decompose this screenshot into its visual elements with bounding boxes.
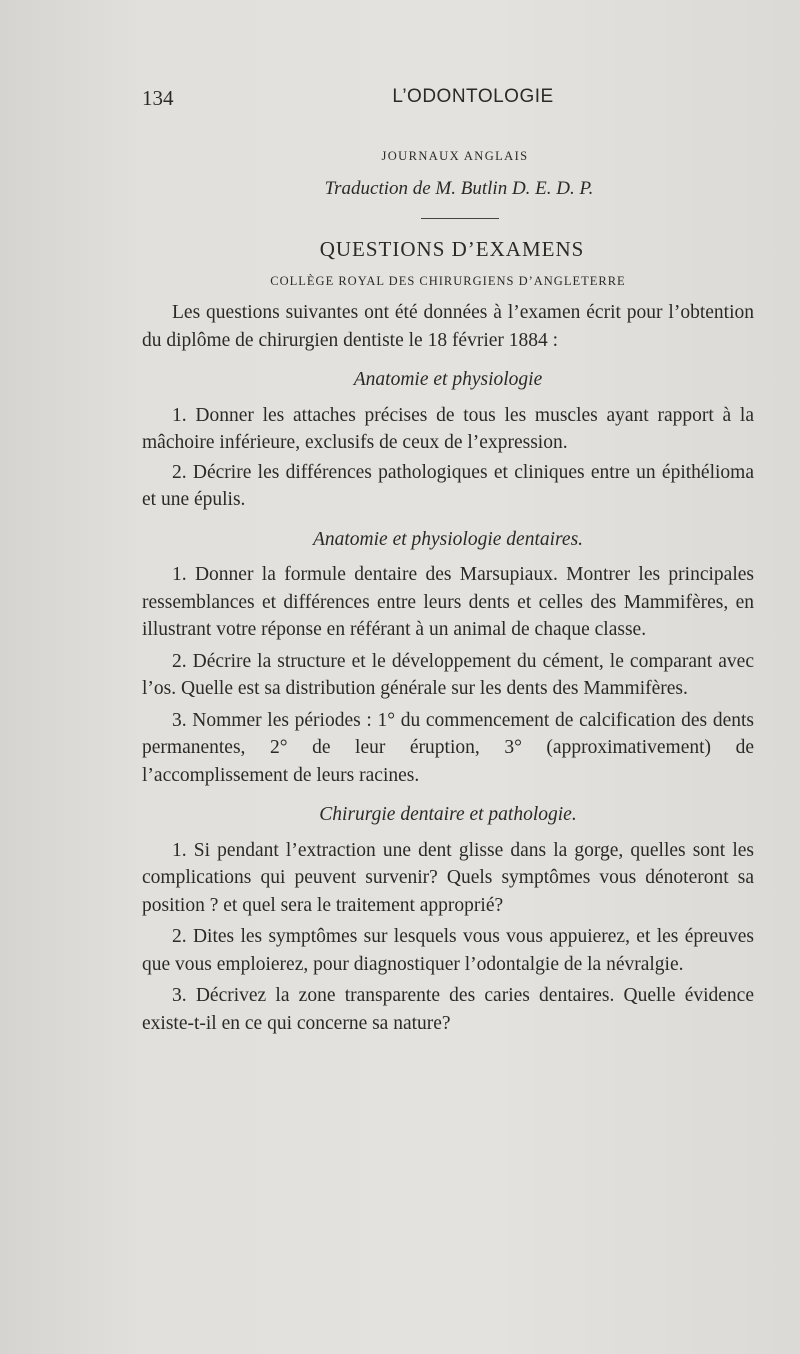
question-paragraph: 1. Donner la formule dentaire des Marsupiaux. Montrer les principales ressemblances et différences entre leurs dents et celles des Mammifères, en illustrant votre réponse en référant à un animal de chaque classe. <box>142 564 754 640</box>
article-title: QUESTIONS D’EXAMENS <box>319 237 585 261</box>
journals-heading: JOURNAUX ANGLAIS <box>381 149 529 163</box>
question-paragraph: 3. Décrivez la zone transparente des caries dentaires. Quelle évidence existe-t-il en ce qui concerne sa nature? <box>142 985 754 1034</box>
page-header <box>142 86 754 116</box>
question-paragraph: 2. Décrire les différences pathologiques et cliniques entre un épithélioma et une épulis. <box>142 461 754 510</box>
question-paragraph: 1. Donner les attaches précises de tous les muscles ayant rapport à la mâchoire inférieure, exclusifs de ceux de l’expression. <box>142 404 754 453</box>
question-paragraph: 2. Décrire la structure et le développement du cément, le comparant avec l’os. Quelle est sa distribution générale sur les dents des Mammifères. <box>142 650 754 699</box>
section-title-anatomie-dentaires: Anatomie et physiologie dentaires. <box>312 528 584 550</box>
question-paragraph: 3. Nommer les périodes : 1° du commencement de calcification des dents permanentes, 2° de leur éruption, 3° (approximativement) de l’accomplissement de leurs racines. <box>142 709 754 786</box>
translator-line: Traduction de M. Butlin D. E. D. P. <box>324 178 594 199</box>
intro-paragraph: Les questions suivantes ont été données à l’examen écrit pour l’obtention du diplôme de chirurgien dentiste le 18 février 1884 : <box>142 302 754 351</box>
section-title-anatomie: Anatomie et physiologie <box>353 369 543 390</box>
page-content <box>142 148 754 1037</box>
divider-rule <box>421 218 499 219</box>
section-title-chirurgie: Chirurgie dentaire et pathologie. <box>319 804 577 825</box>
page-number: 134 <box>142 86 174 110</box>
college-subtitle: COLLÈGE ROYAL DES CHIRURGIENS D’ANGLETERRE <box>270 274 626 288</box>
question-paragraph: 1. Si pendant l’extraction une dent glisse dans la gorge, quelles sont les complications qui peuvent survenir? Quels symptômes vous dénoteront sa position ? et quel sera le traitement approprié? <box>142 839 754 916</box>
question-paragraph: 2. Dites les symptômes sur lesquels vous vous appuierez, et les épreuves que vous emploierez, pour diagnostiquer l’odontalgie de la névralgie. <box>142 926 754 975</box>
running-title: L’ODONTOLOGIE <box>392 86 554 107</box>
